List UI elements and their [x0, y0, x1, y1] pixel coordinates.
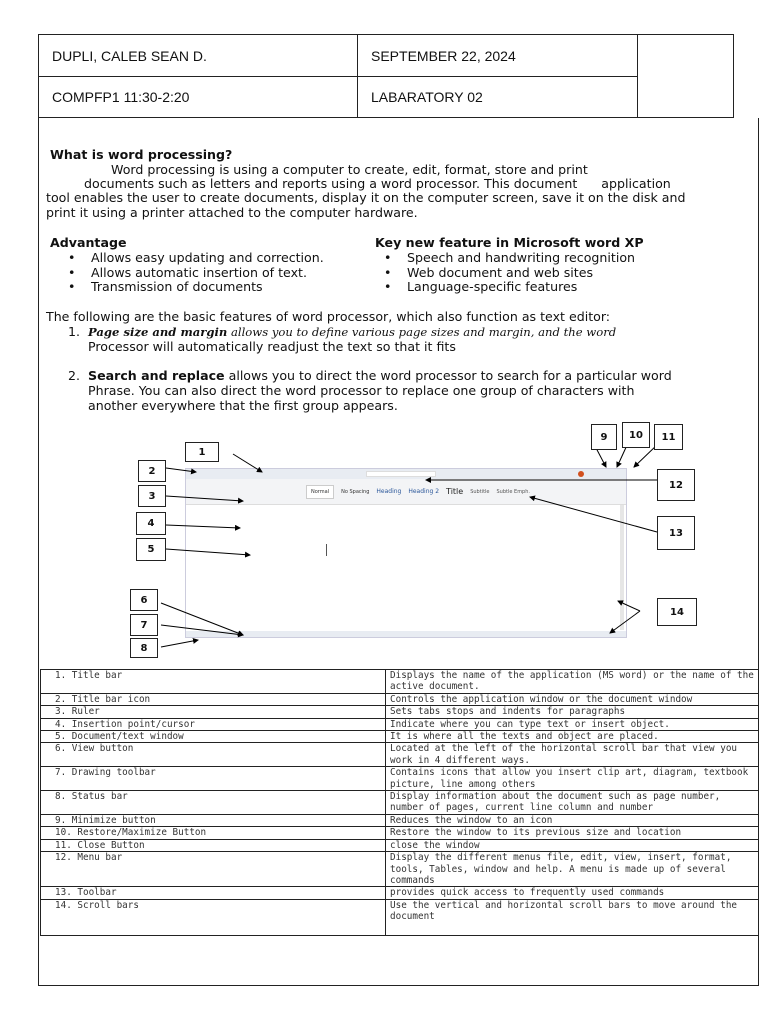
- table-row: [41, 887, 759, 899]
- table-row: [41, 706, 759, 718]
- part-description: Sets tabs stops and indents for paragraphs: [386, 706, 759, 718]
- intro-heading: What is word processing?: [50, 147, 233, 162]
- list-item: • Allows easy updating and correction.: [68, 251, 324, 266]
- table-row: [41, 670, 759, 694]
- callout-label: 14: [657, 598, 697, 626]
- course: COMPFP1 11:30-2:20: [39, 77, 358, 118]
- callout-label: 2: [138, 460, 166, 482]
- student-name: DUPLI, CALEB SEAN D.: [39, 35, 358, 77]
- feature-term: Page size and margin: [88, 325, 228, 339]
- item-number: 1.: [68, 324, 81, 339]
- table-row: [41, 693, 759, 705]
- callout-label: 10: [622, 422, 650, 448]
- table-row: [41, 827, 759, 839]
- style-nospacing: No Spacing: [341, 489, 370, 495]
- item-number: 2.: [68, 368, 81, 383]
- table-row: [41, 839, 759, 851]
- part-description: Displays the name of the application (MS word) or the name of the active document.: [386, 670, 759, 694]
- part-description: Reduces the window to an icon: [386, 814, 759, 826]
- table-row: [41, 731, 759, 743]
- intro-line: Word processing is using a computer to create, edit, format, store and print: [111, 162, 588, 177]
- table-row: [41, 743, 759, 767]
- part-part: 6. View button: [41, 743, 386, 767]
- part-description: It is where all the texts and object are placed.: [386, 731, 759, 743]
- callout-label: 1: [185, 442, 219, 462]
- part-part: 1. Title bar: [41, 670, 386, 694]
- part-description: Display information about the document such as page number, number of pages, current line column and number: [386, 791, 759, 815]
- intro-line: print it using a printer attached to the computer hardware.: [46, 205, 418, 220]
- part-part: 10. Restore/Maximize Button: [41, 827, 386, 839]
- part-description: Located at the left of the horizontal scroll bar that view you work in 4 different ways.: [386, 743, 759, 767]
- part-description: Use the vertical and horizontal scroll bars to move around the document: [386, 899, 759, 935]
- part-description: Display the different menus file, edit, view, insert, format, tools, Tables, window and help. A menu is made up of several commands: [386, 852, 759, 887]
- parts-table: [40, 669, 759, 936]
- part-part: 11. Close Button: [41, 839, 386, 851]
- part-description: provides quick access to frequently used commands: [386, 887, 759, 899]
- feature-cont: Phrase. You can also direct the word processor to replace one group of characters with: [88, 383, 635, 398]
- intro-line: tool enables the user to create documents, display it on the computer screen, save it on the disk and: [46, 190, 686, 205]
- feature-term: Search and replace: [88, 368, 225, 383]
- part-part: 7. Drawing toolbar: [41, 767, 386, 791]
- feature-desc: allows you to direct the word processor to search for a particular word: [224, 368, 672, 383]
- part-part: 4. Insertion point/cursor: [41, 718, 386, 730]
- table-row: [41, 899, 759, 935]
- table-row: [41, 814, 759, 826]
- list-item: • Web document and web sites: [384, 266, 635, 281]
- feature-cont: Processor will automatically readjust the text so that it fits: [88, 339, 456, 354]
- style-subtitle: Subtitle: [470, 489, 490, 495]
- list-item: • Transmission of documents: [68, 280, 324, 295]
- date: SEPTEMBER 22, 2024: [358, 35, 638, 77]
- list-item: • Allows automatic insertion of text.: [68, 266, 324, 281]
- callout-label: 12: [657, 469, 695, 501]
- part-description: Controls the application window or the document window: [386, 693, 759, 705]
- style-title: Title: [446, 487, 464, 496]
- advantage-heading: Advantage: [50, 235, 127, 250]
- table-row: [41, 767, 759, 791]
- part-description: Restore the window to its previous size and location: [386, 827, 759, 839]
- part-part: 5. Document/text window: [41, 731, 386, 743]
- callout-label: 13: [657, 516, 695, 550]
- callout-label: 9: [591, 424, 617, 450]
- feature-desc: allows you to define various page sizes and margin, and the word: [227, 325, 617, 339]
- style-heading2: Heading 2: [408, 488, 440, 495]
- callout-label: 8: [130, 638, 158, 658]
- lab-title: LABARATORY 02: [358, 77, 638, 118]
- table-row: [41, 718, 759, 730]
- callout-label: 7: [130, 614, 158, 636]
- style-subtle: Subtle Emph.: [496, 489, 530, 495]
- part-part: 8. Status bar: [41, 791, 386, 815]
- callout-label: 4: [136, 512, 166, 535]
- intro-line: documents such as letters and reports using a word processor. This document application: [84, 176, 671, 191]
- part-part: 14. Scroll bars: [41, 899, 386, 935]
- table-row: [41, 791, 759, 815]
- part-part: 3. Ruler: [41, 706, 386, 718]
- callout-label: 5: [136, 538, 166, 561]
- xp-heading: Key new feature in Microsoft word XP: [375, 235, 644, 250]
- part-part: 9. Minimize button: [41, 814, 386, 826]
- basic-intro: The following are the basic features of word processor, which also function as text editor:: [46, 309, 611, 324]
- part-part: 13. Toolbar: [41, 887, 386, 899]
- part-description: Contains icons that allow you insert clip art, diagram, textbook picture, line among others: [386, 767, 759, 791]
- callout-label: 3: [138, 485, 166, 507]
- list-item: • Speech and handwriting recognition: [384, 251, 635, 266]
- style-normal: Normal: [306, 485, 334, 499]
- table-row: [41, 852, 759, 887]
- callout-label: 11: [654, 424, 683, 450]
- part-part: 2. Title bar icon: [41, 693, 386, 705]
- part-description: close the window: [386, 839, 759, 851]
- list-item: • Language-specific features: [384, 280, 635, 295]
- callout-label: 6: [130, 589, 158, 611]
- style-heading: Heading: [376, 488, 402, 495]
- part-description: Indicate where you can type text or insert object.: [386, 718, 759, 730]
- feature-cont: another everywhere that the first group appears.: [88, 398, 398, 413]
- part-part: 12. Menu bar: [41, 852, 386, 887]
